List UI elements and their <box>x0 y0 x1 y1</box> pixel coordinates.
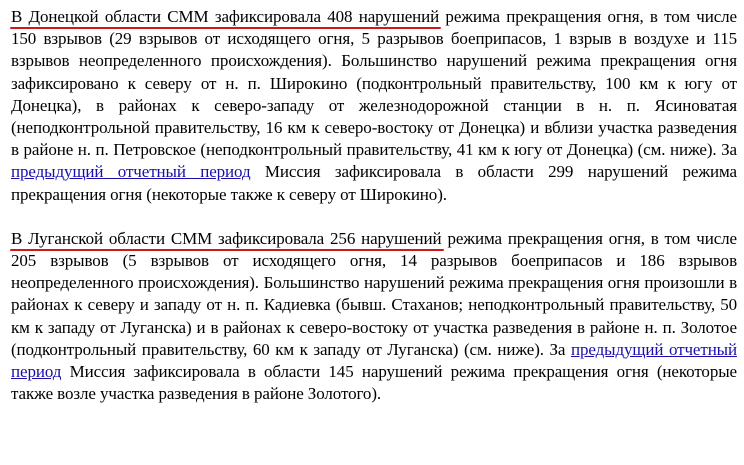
luhansk-text-part-2: Миссия зафиксировала в области 145 нарушений режима прекращения огня (некоторые также возле участка разведения в районе Золотого). <box>11 362 737 404</box>
luhansk-paragraph <box>11 228 737 406</box>
donetsk-highlight: В Донецкой области СММ зафиксировала 408 нарушений <box>11 7 440 26</box>
donetsk-previous-period-link[interactable]: предыдущий отчетный период <box>11 162 251 182</box>
donetsk-paragraph <box>11 6 737 206</box>
luhansk-previous-period-link[interactable]: предыдущий отчетный период <box>11 339 738 382</box>
donetsk-text-part-2: Миссия зафиксировала в области 299 нарушений режима прекращения огня (некоторые также к северу от Широкино). <box>11 162 737 204</box>
donetsk-text-part-1: режима прекращения огня, в том числе 150 взрывов (29 взрывов от исходящего огня, 5 разрывов боеприпасов, 1 взрыв в воздухе и 115 взрывов неопределенного происхождения). Большинство нарушений режима прекращения огня зафиксировано к северу от н. п. Широкино (подконтрольный правительству, 100 км к югу от Донецка), в районах к северо-западу от железнодорожной станции в н. п. Ясиноватая (неподконтрольной правительству, 16 км к северо-востоку от Донецка) и вблизи участка разведения в районе н. п. Петровское (неподконтрольный правительству, 41 км к югу от Донецка) (см. ниже). За <box>11 7 737 160</box>
report-page <box>11 6 737 405</box>
luhansk-highlight: В Луганской области СММ зафиксировала 256 нарушений <box>11 228 442 248</box>
luhansk-text-part-1: режима прекращения огня, в том числе 205 взрывов (5 взрывов от исходящего огня, 14 разрывов боеприпасов и 186 взрывов неопределенного происхождения). Большинство нарушений режима прекращения огня произошли в районах к северу и западу от н. п. Кадиевка (бывш. Стаханов; неподконтрольный правительству, 50 км к западу от Луганска) и в районах к северо-востоку от участка разведения в районе н. п. Золотое (подконтрольный правительству, 60 км к западу от Луганска) (см. ниже). За <box>11 228 737 359</box>
